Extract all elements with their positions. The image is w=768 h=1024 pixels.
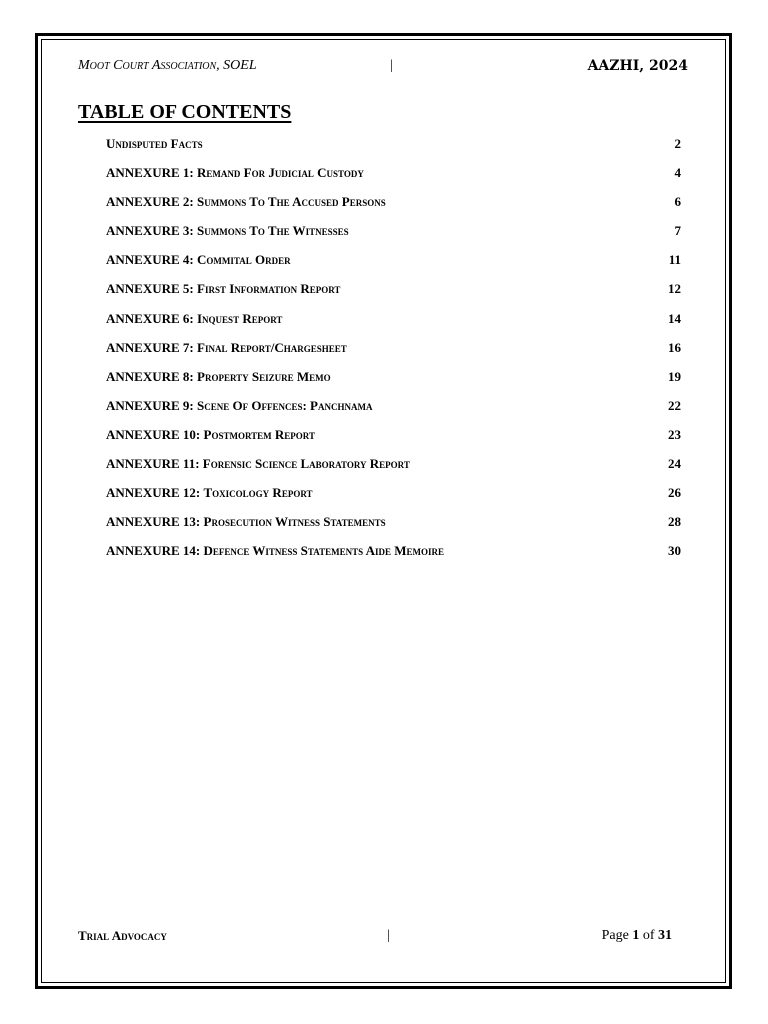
toc-entry-label: ANNEXURE 8: Property Seizure Memo xyxy=(106,368,331,384)
toc-entry-label: ANNEXURE 14: Defence Witness Statements Aide Memoire xyxy=(106,543,445,559)
header-separator: | xyxy=(390,58,393,73)
toc-entry-page: 6 xyxy=(674,194,681,210)
toc-entry-page: 16 xyxy=(668,339,681,355)
table-of-contents xyxy=(106,134,681,570)
toc-entry-page: 2 xyxy=(674,136,681,151)
toc-entry-page: 14 xyxy=(668,310,681,326)
toc-entry-page: 23 xyxy=(668,426,681,442)
toc-entry[interactable] xyxy=(106,250,681,279)
toc-entry[interactable] xyxy=(106,309,681,338)
toc-entry[interactable] xyxy=(106,338,681,367)
toc-entry-page: 26 xyxy=(668,485,681,501)
toc-entry[interactable] xyxy=(106,425,681,454)
toc-entry[interactable] xyxy=(106,396,681,425)
toc-entry[interactable] xyxy=(106,163,681,192)
toc-entry-page: 30 xyxy=(668,543,681,559)
toc-entry-page: 12 xyxy=(668,281,681,297)
toc-entry[interactable] xyxy=(106,192,681,221)
toc-entry-label: ANNEXURE 13: Prosecution Witness Statements xyxy=(106,514,386,530)
toc-entry-label: ANNEXURE 6: Inquest Report xyxy=(106,310,283,326)
toc-entry[interactable] xyxy=(106,367,681,396)
toc-entry-label: ANNEXURE 5: First Information Report xyxy=(106,281,341,297)
toc-entry-label: ANNEXURE 2: Summons To The Accused Persons xyxy=(106,194,386,210)
toc-entry[interactable] xyxy=(106,483,681,512)
page-header xyxy=(78,58,688,78)
toc-entry-page: 24 xyxy=(668,456,681,472)
toc-entry-label: ANNEXURE 7: Final Report/Chargesheet xyxy=(106,339,347,355)
toc-entry-label: ANNEXURE 12: Toxicology Report xyxy=(106,485,313,501)
toc-entry-page: 19 xyxy=(668,368,681,384)
toc-entry[interactable] xyxy=(106,279,681,308)
toc-entry-label: ANNEXURE 3: Summons To The Witnesses xyxy=(106,223,349,239)
toc-entry-label: ANNEXURE 1: Remand For Judicial Custody xyxy=(106,165,364,181)
toc-entry-page: 28 xyxy=(668,514,681,530)
header-organization: Moot Court Association, SOEL xyxy=(78,58,257,73)
toc-entry-label: ANNEXURE 10: Postmortem Report xyxy=(106,426,315,442)
toc-entry[interactable] xyxy=(106,541,681,570)
toc-entry-page: 7 xyxy=(674,223,681,239)
toc-title: TABLE OF CONTENTS xyxy=(78,101,292,123)
toc-entry[interactable] xyxy=(106,454,681,483)
toc-entry-label: Undisputed Facts xyxy=(106,136,203,151)
toc-entry-label: ANNEXURE 11: Forensic Science Laboratory Report xyxy=(106,456,410,472)
footer-course: Trial Advocacy xyxy=(78,928,167,943)
toc-entry-label: ANNEXURE 4: Commital Order xyxy=(106,252,291,268)
header-event: AAZHI, 2024 xyxy=(587,58,688,74)
page-footer xyxy=(78,928,672,948)
footer-page-number: Page 1 of 31 xyxy=(601,928,672,943)
toc-entry[interactable] xyxy=(106,512,681,541)
toc-entry-page: 11 xyxy=(668,252,681,268)
toc-entry-page: 4 xyxy=(674,165,681,181)
toc-entry[interactable] xyxy=(106,134,681,163)
toc-entry-page: 22 xyxy=(668,397,681,413)
toc-entry[interactable] xyxy=(106,221,681,250)
footer-separator: | xyxy=(387,928,390,943)
toc-entry-label: ANNEXURE 9: Scene Of Offences: Panchnama xyxy=(106,397,373,413)
